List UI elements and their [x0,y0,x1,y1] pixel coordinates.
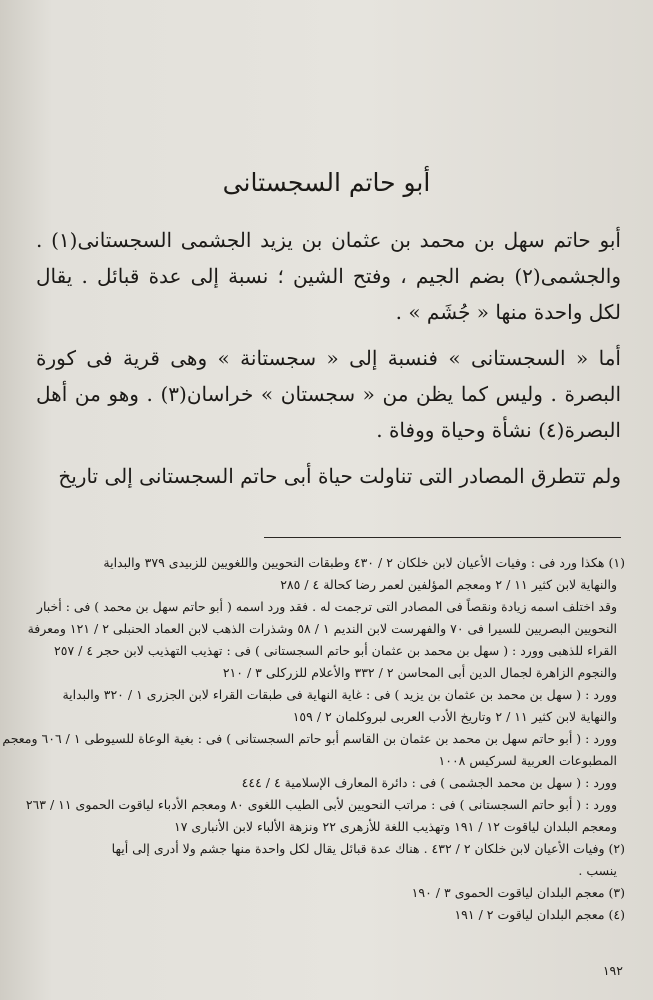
footnote-line: (٤) معجم البلدان لياقوت ٢ / ١٩١ [454,907,625,922]
footnote-line: والنهاية لابن كثير ١١ / ٢ وتاريخ الأدب العربى لبروكلمان ٢ / ١٥٩ [292,709,617,724]
paragraph-3: ولم تتطرق المصادر التى تناولت حياة أبى حاتم السجستانى إلى تاريخ [58,464,621,488]
footnote-line: والنهاية لابن كثير ١١ / ٢ ومعجم المؤلفين لعمر رضا كحالة ٤ / ٢٨٥ [280,577,617,592]
footnote-line: وقد اختلف اسمه زيادة ونقصاً فى المصادر التى ترجمت له . فقد ورد اسمه ( أبو حاتم سهل بن محمد ) فى : أخبار [36,599,617,614]
page-footer [30,960,623,982]
footnote-line: ينسب . [578,863,617,878]
chapter-title: أبو حاتم السجستانى [222,168,431,197]
footnote-line: المطبوعات العربية لسركيس ١٠٠٨ [438,753,617,768]
footnote-line: وورد : ( أبو حاتم سهل بن محمد بن عثمان بن القاسم أبو حاتم السجستانى ) فى : بغية الوعاة للسيوطى ١ / ٦٠٦ ومعجم [2,731,617,746]
footnotes [2,552,625,926]
footnote-line: (١) هكذا ورد فى : وفيات الأعيان لابن خلكان ٢ / ٤٣٠ وطبقات النحويين واللغويين للزبيدى ٣٧٩ والبداية [103,555,625,570]
body-text [36,222,621,504]
footnote-line: وورد : ( سهل بن محمد الجشمى ) فى : دائرة المعارف الإسلامية ٤ / ٤٤٤ [241,775,617,790]
footnote-line: القراء للذهبى وورد : ( سهل بن محمد بن عثمان أبو حاتم السجستانى ) فى : تهذيب التهذيب لابن حجر ٤ / ٢٥٧ [54,643,617,658]
footnote-line: النحويين البصريين للسيرا فى ٧٠ والفهرست لابن النديم ١ / ٥٨ وشذرات الذهب لابن العماد الحنبلى ٢ / ١٢١ ومعرفة [27,621,617,636]
page-number: ١٩٢ [602,963,623,978]
footnote-line: (٢) وفيات الأعيان لابن خلكان ٢ / ٤٣٢ . هناك عدة قبائل يقال لكل واحدة منها جشم ولا أدرى إلى أيها [111,841,625,856]
paragraph-2: أما « السجستانى » فنسبة إلى « سجستانة » وهى قرية فى كورة البصرة . وليس كما يظن من « سجستان » خراسان(٣) . وهو من أهل البصرة(٤) نشأة وحياة ووفاة . [36,346,621,442]
footnote-line: (٣) معجم البلدان لياقوت الحموى ٣ / ١٩٠ [411,885,625,900]
footnote-divider [264,537,621,538]
footnote-line: والنجوم الزاهرة لجمال الدين أبى المحاسن ٢ / ٣٣٢ والأعلام للزركلى ٣ / ٢١٠ [222,665,617,680]
footnote-line: ومعجم البلدان لياقوت ١٢ / ١٩١ وتهذيب اللغة للأزهرى ٢٢ ونزهة الألباء لابن الأنبارى ١٧ [174,819,617,834]
footnote-line: وورد : ( أبو حاتم السجستانى ) فى : مراتب النحويين لأبى الطيب اللغوى ٨٠ ومعجم الأدباء لياقوت الحموى ١١ / ٢٦٣ [25,797,617,812]
paragraph-1: أبو حاتم سهل بن محمد بن عثمان بن يزيد الجشمى السجستانى(١) . والجشمى(٢) بضم الجيم ، وفتح الشين ؛ نسبة إلى عدة قبائل . يقال لكل واحدة منها « جُشَم » . [36,228,621,324]
footnote-line: وورد : ( سهل بن محمد بن عثمان بن يزيد ) فى : غاية النهاية فى طبقات القراء لابن الجزرى ١ / ٣٢٠ والبداية [62,687,617,702]
